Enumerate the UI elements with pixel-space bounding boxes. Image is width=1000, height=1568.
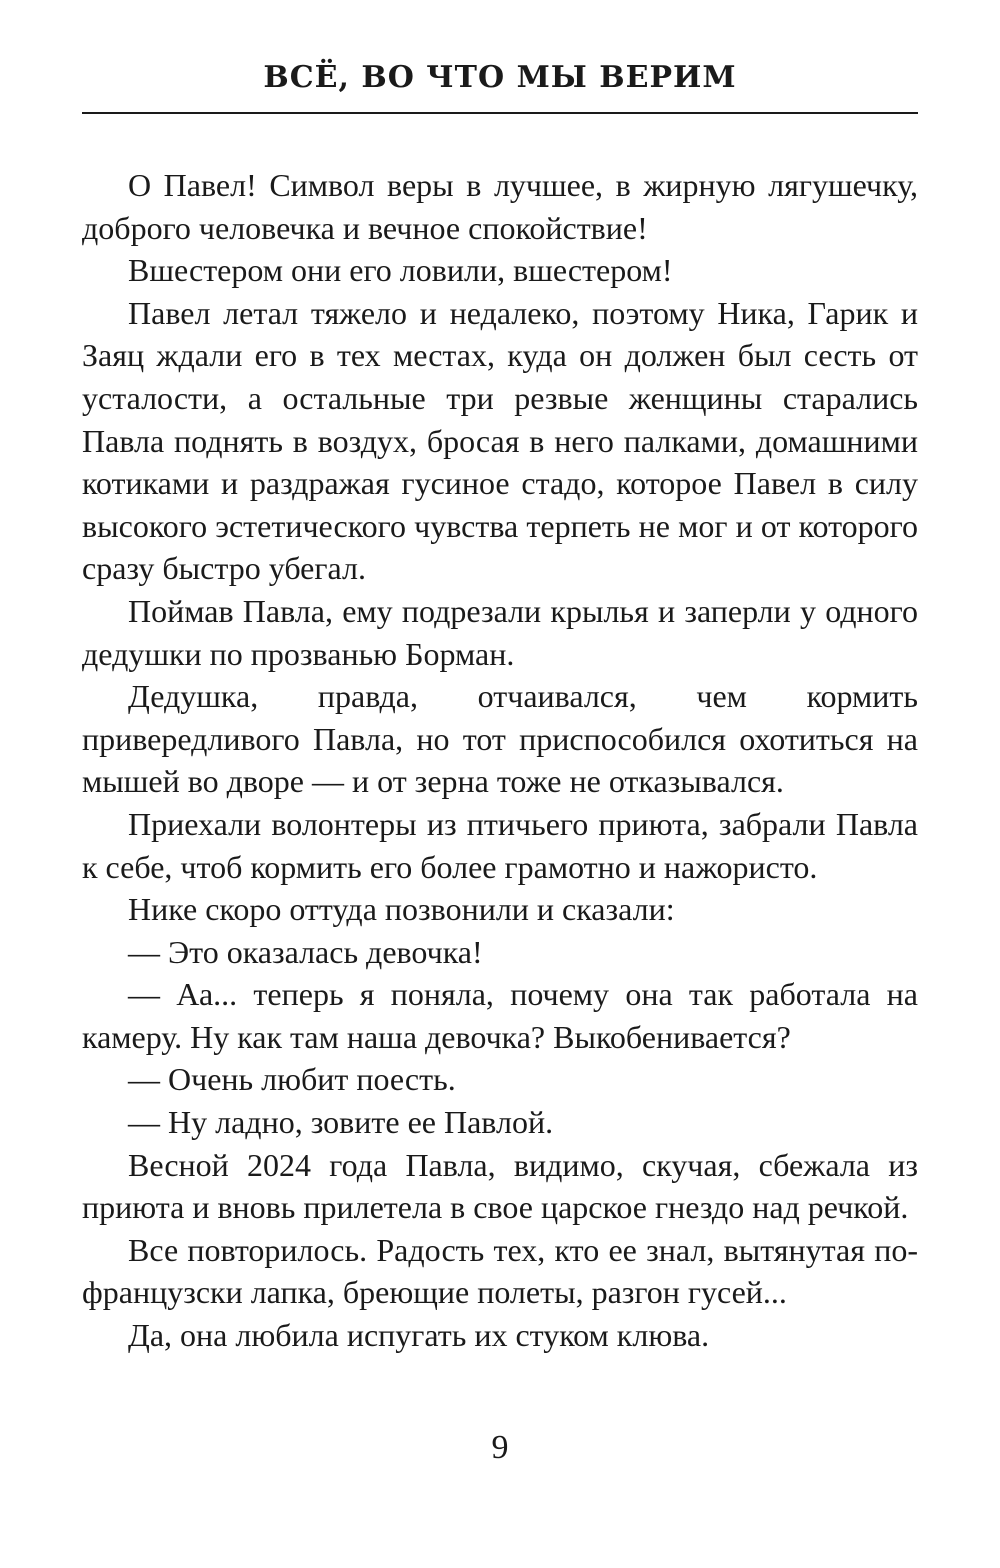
paragraph: Да, она любила испугать их стуком клюва. [128,1317,710,1354]
dialogue-line: — Ну ладно, зовите ее Павлой. [128,1104,554,1141]
dialogue-line: — Очень любит поесть. [128,1061,456,1098]
dialogue-line: — Аа... теперь я поняла, почему она так работала на камеру. Ну как там наша девочка? Выкобенивается? [82,976,918,1055]
paragraph: Все повторилось. Радость тех, кто ее знал, вытянутая по-французски лапка, бреющие полеты, разгон гусей... [82,1231,918,1311]
paragraph: Приехали волонтеры из птичьего приюта, забрали Павла к себе, чтоб кормить его более грамотно и нажористо. [82,805,918,885]
paragraph: Вшестером они его ловили, вшестером! [128,252,673,289]
paragraph: Нике скоро оттуда позвонили и сказали: [128,891,675,928]
paragraph: О Павел! Символ веры в лучшее, в жирную лягушечку, доброго человечка и вечное спокойствие! [82,167,918,246]
paragraph: Поймав Павла, ему подрезали крылья и заперли у одного дедушки по прозванью Борман. [82,592,918,672]
header-rule [82,112,918,114]
page-number: 9 [491,1429,509,1466]
paragraph: Дедушка, правда, отчаивался, чем кормить привередливого Павла, но тот приспособился охотиться на мышей во дворе — и от зерна тоже не отказывался. [82,678,918,800]
paragraph: Весной 2024 года Павла, видимо, скучая, сбежала из приюта и вновь прилетела в свое царское гнездо над речкой. [82,1146,918,1226]
running-head-title: ВСЁ, ВО ЧТО МЫ ВЕРИМ [263,60,737,95]
paragraph: Павел летал тяжело и недалеко, поэтому Ника, Гарик и Заяц ждали его в тех местах, куда он должен был сесть от усталости, а остальные три резвые женщины старались Павла поднять в воздух, бросая в него палками, домашними котиками и раздражая гусиное стадо, которое Павел в силу высокого эстетического чувства терпеть не мог и от которого сразу быстро убегал. [82,294,918,587]
dialogue-line: — Это оказалась девочка! [128,933,483,970]
body-text [82,164,918,1357]
